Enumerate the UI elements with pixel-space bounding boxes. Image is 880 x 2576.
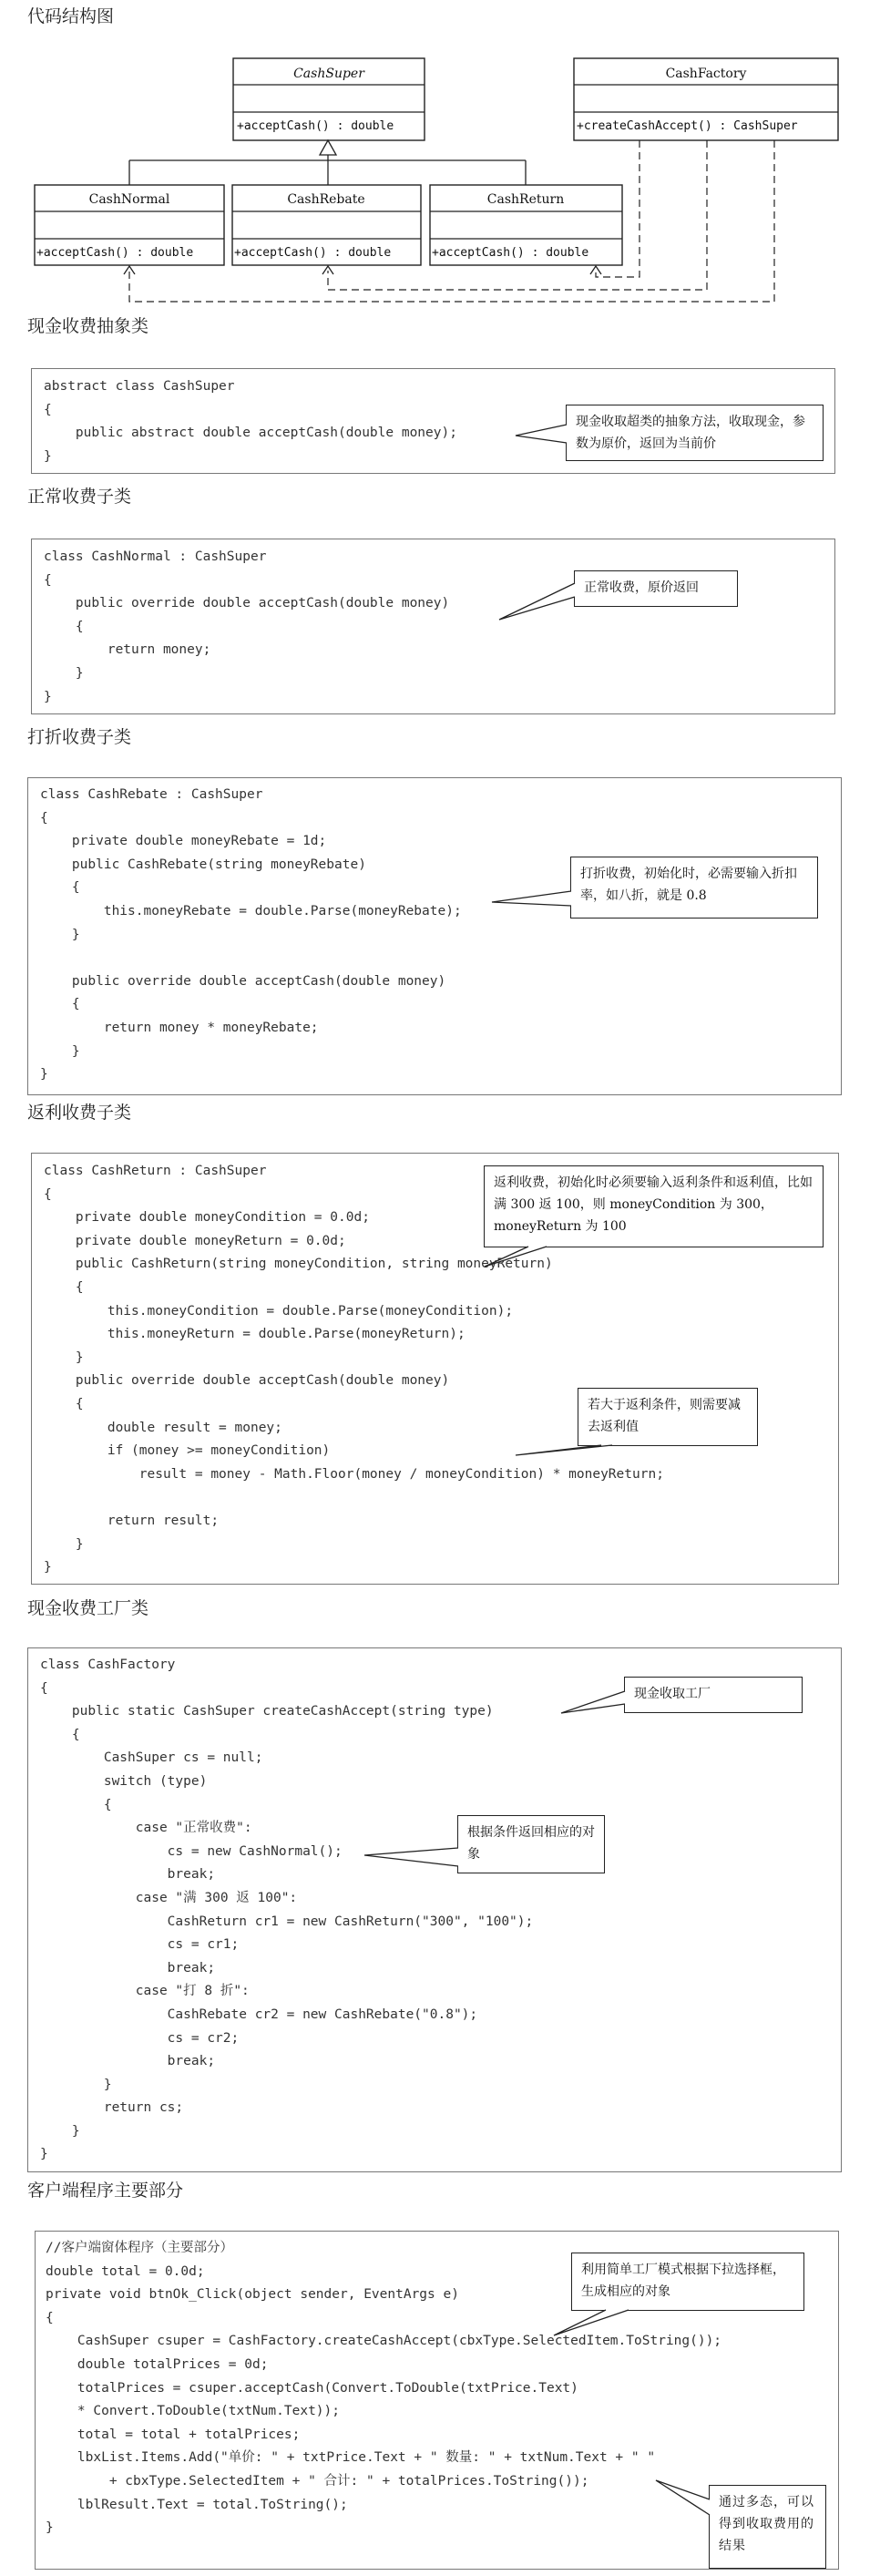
normal-heading: 正常收费子类 [27, 487, 132, 507]
note-abstract: 现金收取超类的抽象方法，收取现金，参数为原价，返回为当前价 [566, 405, 824, 461]
diagram-heading: 代码结构图 [27, 6, 115, 26]
note-rebate: 打折收费，初始化时，必需要输入折扣率，如八折，就是 0.8 [570, 857, 818, 919]
pointer-normal [499, 583, 575, 620]
client-heading: 客户端程序主要部分 [27, 2181, 184, 2201]
uml-cash-return-name: CashReturn [486, 192, 565, 207]
abstract-code: abstract class CashSuper { public abstract double acceptCash(double money); } [44, 379, 457, 464]
uml-cash-factory-name: CashFactory [665, 67, 747, 81]
note-factory-switch: 根据条件返回相应的对象 [457, 1815, 605, 1873]
uml-cash-rebate-name: CashRebate [287, 192, 365, 207]
note-client-poly: 通过多态，可以得到收取费用的结果 [709, 2485, 826, 2569]
uml-cash-super-name: CashSuper [293, 67, 364, 81]
pointer-abstract [516, 425, 567, 443]
normal-code: class CashNormal : CashSuper { public override double acceptCash(double money) { return money; } } [44, 549, 450, 704]
pointer-client-poly [656, 2480, 710, 2515]
uml-cash-factory-method: +createCashAccept() : CashSuper [577, 119, 798, 133]
uml-cash-normal-name: CashNormal [88, 192, 170, 207]
pointer-rebate [492, 891, 571, 906]
client-code: //客户端窗体程序（主要部分） double total = 0.0d; private void btnOk_Click(object sender, EventArgs e) { CashSuper csuper = CashFactory.createCashAccept(cbxType.SelectedItem.ToString()); double totalPrices = 0d; totalPrices = csuper.acceptCash(Convert.ToDouble(txtPrice.Text) * Convert.ToDouble(txtNum.Text)); total = total + totalPrices; lbxList.Items.Add("单价: " + txtPrice.Text + " 数量: " + txtNum.Text + " " + cbxType.SelectedItem + " 合计: " + totalPrices.ToString()); lblResult.Text = total.ToString(); } [46, 2241, 722, 2536]
rebate-code: class CashRebate : CashSuper { private double moneyRebate = 1d; public CashRebate(string moneyRebate) { this.moneyRebate = double.Parse(moneyRebate); } public override double acceptCash(double money) { return money * moneyRebate; } } [40, 787, 462, 1083]
return-heading: 返利收费子类 [27, 1103, 132, 1123]
note-normal: 正常收费，原价返回 [574, 570, 738, 607]
pointer-return-ctor [485, 1247, 547, 1267]
uml-cash-normal-method: +acceptCash() : double [36, 246, 194, 260]
factory-heading: 现金收费工厂类 [27, 1598, 149, 1618]
uml-cash-rebate-method: +acceptCash() : double [234, 246, 392, 260]
return-code: class CashReturn : CashSuper { private double moneyCondition = 0.0d; private double moneyReturn = 0.0d; public CashReturn(string moneyCondition, string moneyReturn) { this.moneyCondition = double.Parse(moneyCondition); this.moneyReturn = double.Parse(moneyReturn); } public override double acceptCash(double money) { double result = money; if (money >= moneyCondition) result = money - Math.Floor(money / moneyCondition) * moneyReturn; return result; } } [44, 1164, 664, 1575]
pointer-factory-class [561, 1691, 625, 1713]
uml-cash-return-method: +acceptCash() : double [432, 246, 589, 260]
pointer-factory-switch [364, 1848, 458, 1866]
note-return-ctor: 返利收费，初始化时必须要输入返利条件和返利值，比如满 300 返 100，则 moneyCondition 为 300，moneyReturn 为 100 [484, 1165, 824, 1247]
abstract-heading: 现金收费抽象类 [27, 316, 149, 336]
rebate-heading: 打折收费子类 [27, 727, 132, 747]
pointer-return-cond [516, 1445, 612, 1455]
note-client-factory: 利用简单工厂模式根据下拉选择框，生成相应的对象 [571, 2253, 804, 2311]
note-factory-class: 现金收取工厂 [624, 1677, 803, 1713]
factory-code: class CashFactory { public static CashSuper createCashAccept(string type) { CashSuper cs = null; switch (type) { case "正常收费": cs = new CashNormal(); break; case "满 300 返 100": CashReturn cr1 = new CashReturn("300", "100"); cs = cr1; break; case "打 8 折": CashRebate cr2 = new CashRebate("0.8"); cs = cr2; break; } return cs; } } [40, 1657, 534, 2162]
pointer-client-factory [554, 2310, 629, 2335]
note-return-cond: 若大于返利条件，则需要减去返利值 [578, 1388, 758, 1446]
uml-cash-super-method: +acceptCash() : double [237, 119, 394, 133]
